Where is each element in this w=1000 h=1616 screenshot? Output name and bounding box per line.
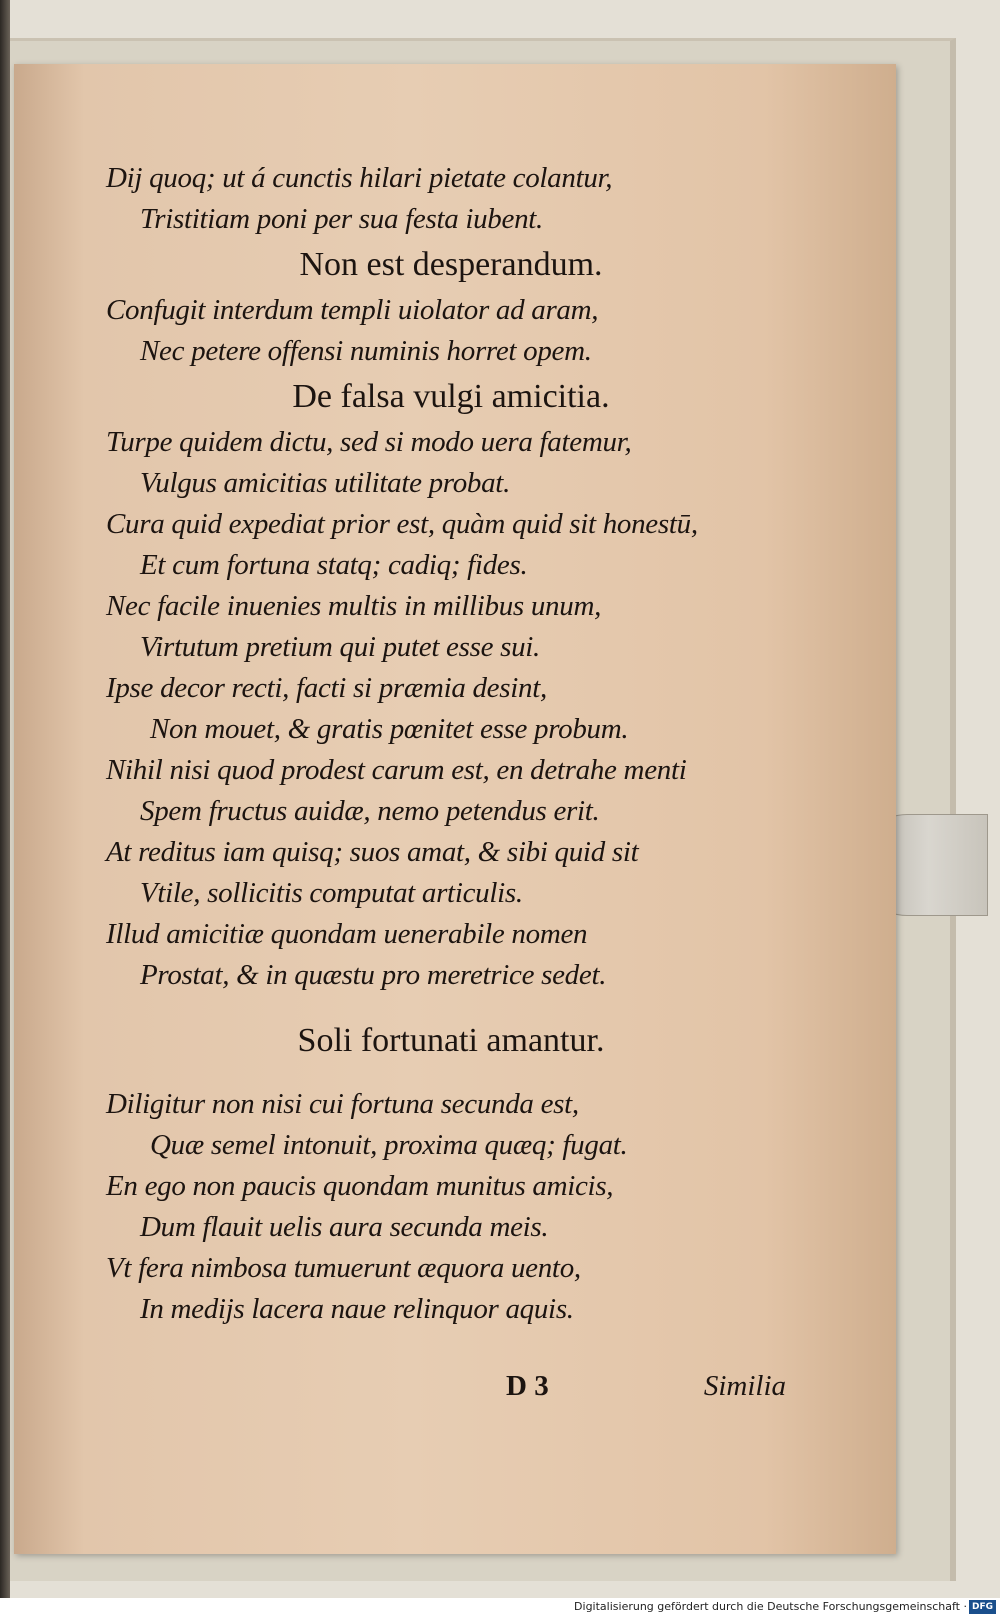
verse-line: Spem fructus auidæ, nemo petendus erit. [140,795,600,827]
verse-line: Non mouet, & gratis pœnitet esse probum. [150,713,629,745]
section-heading: De falsa vulgi amicitia. [292,378,610,415]
verse-line: Cura quid expediat prior est, quàm quid sit honestū, [106,508,698,540]
book-gutter [0,0,10,1598]
digitization-credit: Digitalisierung gefördert durch die Deutsche Forschungsgemeinschaft · DFG [0,1598,1000,1616]
verse-line: At reditus iam quisq; suos amat, & sibi quid sit [106,836,639,868]
verse-line: Nec petere offensi numinis horret opem. [140,335,592,367]
dfg-logo-icon: DFG [969,1600,996,1614]
verse-line: Ipse decor recti, facti si præmia desint, [106,672,547,704]
verse-line: In medijs lacera naue relinquor aquis. [140,1293,574,1325]
verse-line: Nec facile inuenies multis in millibus unum, [106,590,602,622]
verse-line: Dij quoq; ut á cunctis hilari pietate colantur, [106,162,613,194]
page-text [106,158,796,1330]
verse-line: Quæ semel intonuit, proxima quæq; fugat. [150,1129,628,1161]
verse-line: En ego non paucis quondam munitus amicis, [106,1170,614,1202]
verse-line: Nihil nisi quod prodest carum est, en detrahe menti [106,754,687,786]
verse-line: Virtutum pretium qui putet esse sui. [140,631,541,663]
section-heading: Soli fortunati amantur. [297,1022,605,1059]
verse-line: Confugit interdum templi uiolator ad aram, [106,294,599,326]
credit-text: Digitalisierung gefördert durch die Deutsche Forschungsgemeinschaft [574,1600,960,1613]
verse-line: Tristitiam poni per sua festa iubent. [140,203,543,235]
verse-line: Et cum fortuna statq; cadiq; fides. [140,549,528,581]
catchword: Similia [703,1370,786,1402]
page-footer [506,1370,786,1403]
verse-line: Vtile, sollicitis computat articulis. [140,877,523,909]
verse-line: Vt fera nimbosa tumuerunt æquora uento, [106,1252,581,1284]
signature-mark: D 3 [506,1370,549,1402]
verse-line: Vulgus amicitias utilitate probat. [140,467,511,499]
verse-line: Diligitur non nisi cui fortuna secunda est, [106,1088,579,1120]
verse-line: Illud amicitiæ quondam uenerabile nomen [106,918,588,950]
verse-line: Dum flauit uelis aura secunda meis. [140,1211,549,1243]
verse-line: Prostat, & in quæstu pro meretrice sedet. [140,959,607,991]
section-heading: Non est desperandum. [299,246,603,283]
verse-line: Turpe quidem dictu, sed si modo uera fatemur, [106,426,632,458]
book-page [14,64,896,1554]
